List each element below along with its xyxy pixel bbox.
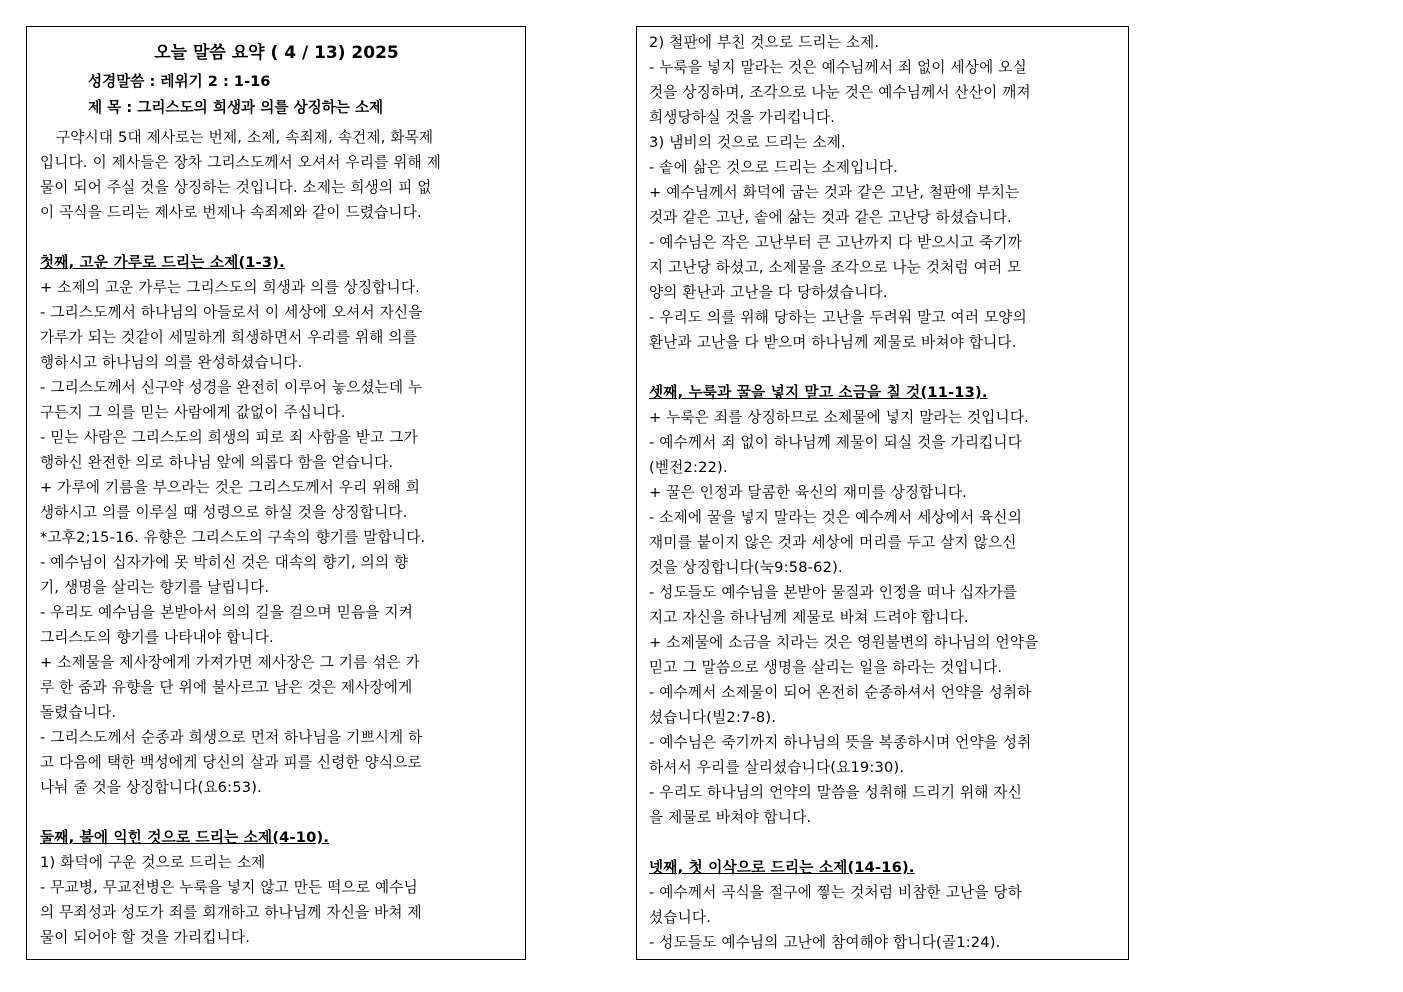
text-line: 고 다음에 택한 백성에게 당신의 살과 피를 신령한 양식으로 bbox=[40, 754, 422, 771]
text-line: 2) 철판에 부친 것으로 드리는 소제. bbox=[649, 34, 880, 51]
section-heading-third: 셋째, 누룩과 꿀을 넣지 말고 소금을 칠 것(11-13). bbox=[649, 384, 988, 401]
text-line: - 예수께서 죄 없이 하나님께 제물이 되실 것을 가리킵니다 bbox=[649, 434, 1023, 451]
text-line: - 예수님이 십자가에 못 박히신 것은 대속의 향기, 의의 향 bbox=[40, 554, 409, 571]
section-heading-fourth: 넷째, 첫 이삭으로 드리는 소제(14-16). bbox=[649, 859, 915, 876]
text-line: *고후2;15-16. 유향은 그리스도의 구속의 향기를 말합니다. bbox=[40, 529, 426, 546]
intro-line: 구약시대 5대 제사로는 번제, 소제, 속죄제, 속건제, 화목제 bbox=[56, 129, 434, 146]
text-line: 지고 자신을 하나님께 제물로 바쳐 드려야 합니다. bbox=[649, 609, 969, 626]
text-line: + 소제의 고운 가루는 그리스도의 희생과 의를 상징합니다. bbox=[40, 279, 420, 296]
intro-paragraph bbox=[40, 125, 513, 225]
spacer bbox=[649, 830, 1116, 855]
text-line: 가루가 되는 것같이 세밀하게 희생하면서 우리를 위해 의를 bbox=[40, 329, 418, 346]
text-line: + 누룩은 죄를 상징하므로 소제물에 넣지 말라는 것입니다. bbox=[649, 409, 1029, 426]
text-line: - 소제에 꿀을 넣지 말라는 것은 예수께서 세상에서 육신의 bbox=[649, 509, 1023, 526]
intro-line: 입니다. 이 제사들은 장차 그리스도께서 오셔서 우리를 위해 제 bbox=[40, 154, 441, 171]
text-line: - 예수님은 죽기까지 하나님의 뜻을 복종하시며 언약을 성취 bbox=[649, 734, 1032, 751]
text-line: 나눠 줄 것을 상징합니다(요6:53). bbox=[40, 779, 262, 796]
intro-line: 물이 되어 주실 것을 상징하는 것입니다. 소제는 희생의 피 없 bbox=[40, 179, 432, 196]
text-line: 돌렸습니다. bbox=[40, 704, 117, 721]
text-line: 것과 같은 고난, 솥에 삶는 것과 같은 고난당 하셨습니다. bbox=[649, 209, 1012, 226]
section-second-continued bbox=[649, 30, 1116, 355]
text-line: 물이 되어야 할 것을 가리킵니다. bbox=[40, 929, 251, 946]
text-line: 것을 상징합니다(눅9:58-62). bbox=[649, 559, 843, 576]
section-fourth-body bbox=[649, 880, 1116, 955]
text-line: 믿고 그 말씀으로 생명을 살리는 일을 하라는 것입니다. bbox=[649, 659, 1003, 676]
text-line: - 누룩을 넣지 말라는 것은 예수님께서 죄 없이 세상에 오실 bbox=[649, 59, 1027, 76]
spacer bbox=[40, 800, 513, 825]
text-line: - 성도들도 예수님을 본받아 물질과 인정을 떠나 십자가를 bbox=[649, 584, 1018, 601]
sermon-subject: 제 목 : 그리스도의 희생과 의를 상징하는 소제 bbox=[88, 99, 384, 116]
text-line: - 우리도 의를 위해 당하는 고난을 두려워 말고 여러 모양의 bbox=[649, 309, 1027, 326]
scripture-reference: 성경말씀 : 레위기 2 : 1-16 bbox=[88, 73, 271, 90]
text-line: + 예수님께서 화덕에 굽는 것과 같은 고난, 철판에 부치는 bbox=[649, 184, 1020, 201]
text-line: - 우리도 하나님의 언약의 말씀을 성취해 드리기 위해 자신 bbox=[649, 784, 1023, 801]
text-line: 행하신 완전한 의로 하나님 앞에 의롭다 함을 얻습니다. bbox=[40, 454, 394, 471]
text-line: - 믿는 사람은 그리스도의 희생의 피로 죄 사함을 받고 그가 bbox=[40, 429, 418, 446]
text-line: - 예수께서 소제물이 되어 온전히 순종하셔서 언약을 성취하 bbox=[649, 684, 1032, 701]
section-second-body bbox=[40, 850, 513, 950]
text-line: - 성도들도 예수님의 고난에 참여해야 합니다(골1:24). bbox=[649, 934, 1001, 951]
text-line: 재미를 붙이지 않은 것과 세상에 머리를 두고 살지 않으신 bbox=[649, 534, 1017, 551]
left-page-panel bbox=[26, 26, 526, 960]
text-line: - 그리스도께서 하나님의 아들로서 이 세상에 오셔서 자신을 bbox=[40, 304, 423, 321]
text-line: 구든지 그 의를 믿는 사람에게 값없이 주십니다. bbox=[40, 404, 346, 421]
section-heading-second: 둘째, 불에 익힌 것으로 드리는 소제(4-10). bbox=[40, 829, 330, 846]
text-line: 을 제물로 바쳐야 합니다. bbox=[649, 809, 812, 826]
text-line: + 꿀은 인정과 달콤한 육신의 재미를 상징합니다. bbox=[649, 484, 967, 501]
text-line: 1) 화덕에 구운 것으로 드리는 소제 bbox=[40, 854, 266, 871]
text-line: 셨습니다(빌2:7-8). bbox=[649, 709, 777, 726]
text-line: + 소제물을 제사장에게 가져가면 제사장은 그 기름 섞은 가 bbox=[40, 654, 420, 671]
text-line: 루 한 줌과 유향을 단 위에 불사르고 남은 것은 제사장에게 bbox=[40, 679, 413, 696]
text-line: 행하시고 하나님의 의를 완성하셨습니다. bbox=[40, 354, 303, 371]
spacer bbox=[649, 355, 1116, 380]
page-title: 오늘 말씀 요약 ( 4 / 13) 2025 bbox=[154, 43, 399, 63]
intro-line: 이 곡식을 드리는 제사로 번제나 속죄제와 같이 드렸습니다. bbox=[40, 204, 422, 221]
text-line: 생하시고 의를 이루실 때 성령으로 하실 것을 상징합니다. bbox=[40, 504, 408, 521]
text-line: 셨습니다. bbox=[649, 909, 712, 926]
text-line: 하셔서 우리를 살리셨습니다(요19:30). bbox=[649, 759, 905, 776]
text-line: - 무교병, 무교전병은 누룩을 넣지 않고 만든 떡으로 예수님 bbox=[40, 879, 418, 896]
text-line: - 그리스도께서 순종과 희생으로 먼저 하나님을 기쁘시게 하 bbox=[40, 729, 423, 746]
text-line: 양의 환난과 고난을 다 당하셨습니다. bbox=[649, 284, 888, 301]
text-line: 희생당하실 것을 가리킵니다. bbox=[649, 109, 836, 126]
text-line: - 솥에 삶은 것으로 드리는 소제입니다. bbox=[649, 159, 898, 176]
text-line: 의 무죄성과 성도가 죄를 회개하고 하나님께 자신을 바쳐 제 bbox=[40, 904, 422, 921]
text-line: 지 고난당 하셨고, 소제물을 조각으로 나눈 것처럼 여러 모 bbox=[649, 259, 1022, 276]
text-line: 3) 냄비의 것으로 드리는 소제. bbox=[649, 134, 846, 151]
text-line: - 우리도 예수님을 본받아서 의의 길을 걸으며 믿음을 지켜 bbox=[40, 604, 414, 621]
text-line: + 가루에 기름을 부으라는 것은 그리스도께서 우리 위해 희 bbox=[40, 479, 420, 496]
text-line: 환난과 고난을 다 받으며 하나님께 제물로 바쳐야 합니다. bbox=[649, 334, 1017, 351]
spacer bbox=[40, 225, 513, 250]
text-line: - 예수님은 작은 고난부터 큰 고난까지 다 받으시고 죽기까 bbox=[649, 234, 1023, 251]
section-third-body bbox=[649, 405, 1116, 830]
section-heading-first: 첫째, 고운 가루로 드리는 소제(1-3). bbox=[40, 254, 285, 271]
text-line: 그리스도의 향기를 나타내야 합니다. bbox=[40, 629, 274, 646]
text-line: 것을 상징하며, 조각으로 나눈 것은 예수님께서 산산이 깨져 bbox=[649, 84, 1031, 101]
text-line: 기, 생명을 살리는 향기를 날립니다. bbox=[40, 579, 270, 596]
text-line: + 소제물에 소금을 치라는 것은 영원불변의 하나님의 언약을 bbox=[649, 634, 1039, 651]
right-page-panel bbox=[636, 26, 1129, 960]
text-line: - 예수께서 곡식을 절구에 찧는 것처럼 비참한 고난을 당하 bbox=[649, 884, 1023, 901]
text-line: - 그리스도께서 신구약 성경을 완전히 이루어 놓으셨는데 누 bbox=[40, 379, 423, 396]
section-first-body bbox=[40, 275, 513, 800]
text-line: (벧전2:22). bbox=[649, 459, 728, 476]
